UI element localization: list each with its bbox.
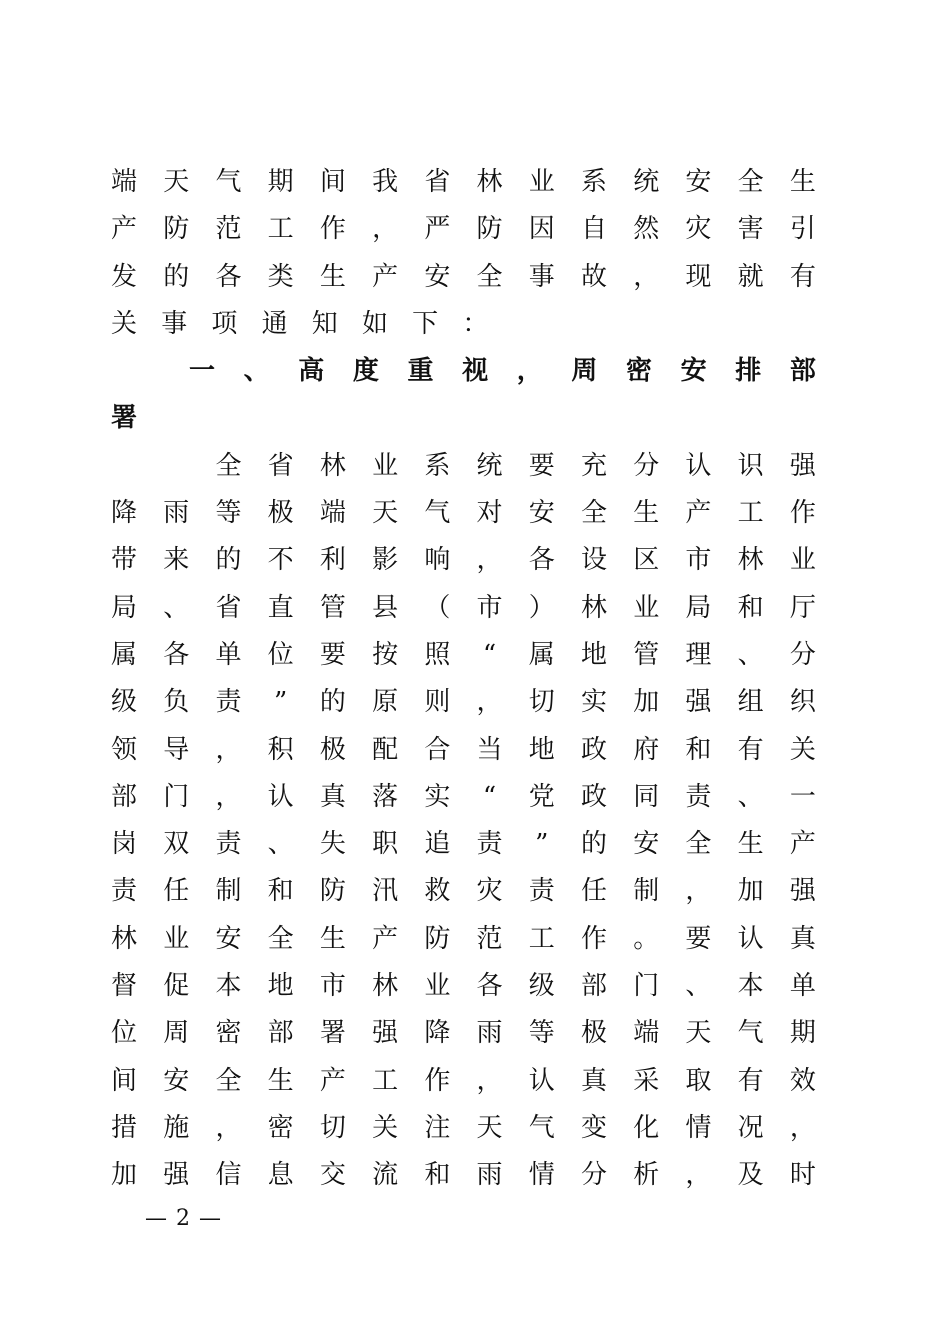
page-number: — 2 — [145, 1206, 222, 1231]
document-body [111, 159, 816, 1200]
text-line: 岗 双 责 、 失 职 追 责 ” 的 安 全 生 产 [111, 829, 816, 860]
text-line: 责 任 制 和 防 汛 救 灾 责 任 制 ， 加 强 [111, 876, 816, 907]
text-line: 端 天 气 期 间 我 省 林 业 系 统 安 全 生 [111, 167, 816, 197]
indent-space [111, 443, 137, 490]
text-line: 属 各 单 位 要 按 照 “ 属 地 管 理 、 分 [111, 639, 816, 670]
text-line: 加 强 信 息 交 流 和 雨 情 分 析 ， 及 时 [111, 1160, 816, 1191]
text-line: 间 安 全 生 产 工 作 ， 认 真 采 取 有 效 [111, 1065, 816, 1096]
text-line: 带 来 的 不 利 影 响 ， 各 设 区 市 林 业 [111, 545, 816, 576]
indent-space [163, 443, 189, 490]
text-line: 级 负 责 ” 的 原 则 ， 切 实 加 强 组 织 [111, 687, 816, 718]
text-line: 关 事 项 通 知 如 下 ： [111, 308, 489, 339]
section-heading-line: 一 、 高 度 重 视 ， 周 密 安 排 部 [189, 356, 816, 387]
text-line: 部 门 ， 认 真 落 实 “ 党 政 同 责 、 一 [111, 781, 816, 812]
text-line: 位 周 密 部 署 强 降 雨 等 极 端 天 气 期 [111, 1018, 816, 1049]
section-heading-line: 署 [111, 403, 138, 434]
text-line: 领 导 ， 积 极 配 合 当 地 政 府 和 有 关 [111, 734, 816, 765]
text-line: 全 省 林 业 系 统 要 充 分 认 识 强 [111, 443, 816, 490]
text-line: 发 的 各 类 生 产 安 全 事 故 ， 现 就 有 [111, 261, 816, 292]
text-line: 督 促 本 地 市 林 业 各 级 部 门 、 本 单 [111, 971, 816, 1002]
text-line: 局 、 省 直 管 县 （ 市 ） 林 业 局 和 厅 [111, 592, 816, 623]
text-line: 产 防 范 工 作 ， 严 防 因 自 然 灾 害 引 [111, 214, 816, 245]
text-line: 降 雨 等 极 端 天 气 对 安 全 生 产 工 作 [111, 498, 816, 529]
text-line: 措 施 ， 密 切 关 注 天 气 变 化 情 况 ， [111, 1112, 816, 1143]
text-line: 林 业 安 全 生 产 防 范 工 作 。 要 认 真 [111, 923, 816, 954]
